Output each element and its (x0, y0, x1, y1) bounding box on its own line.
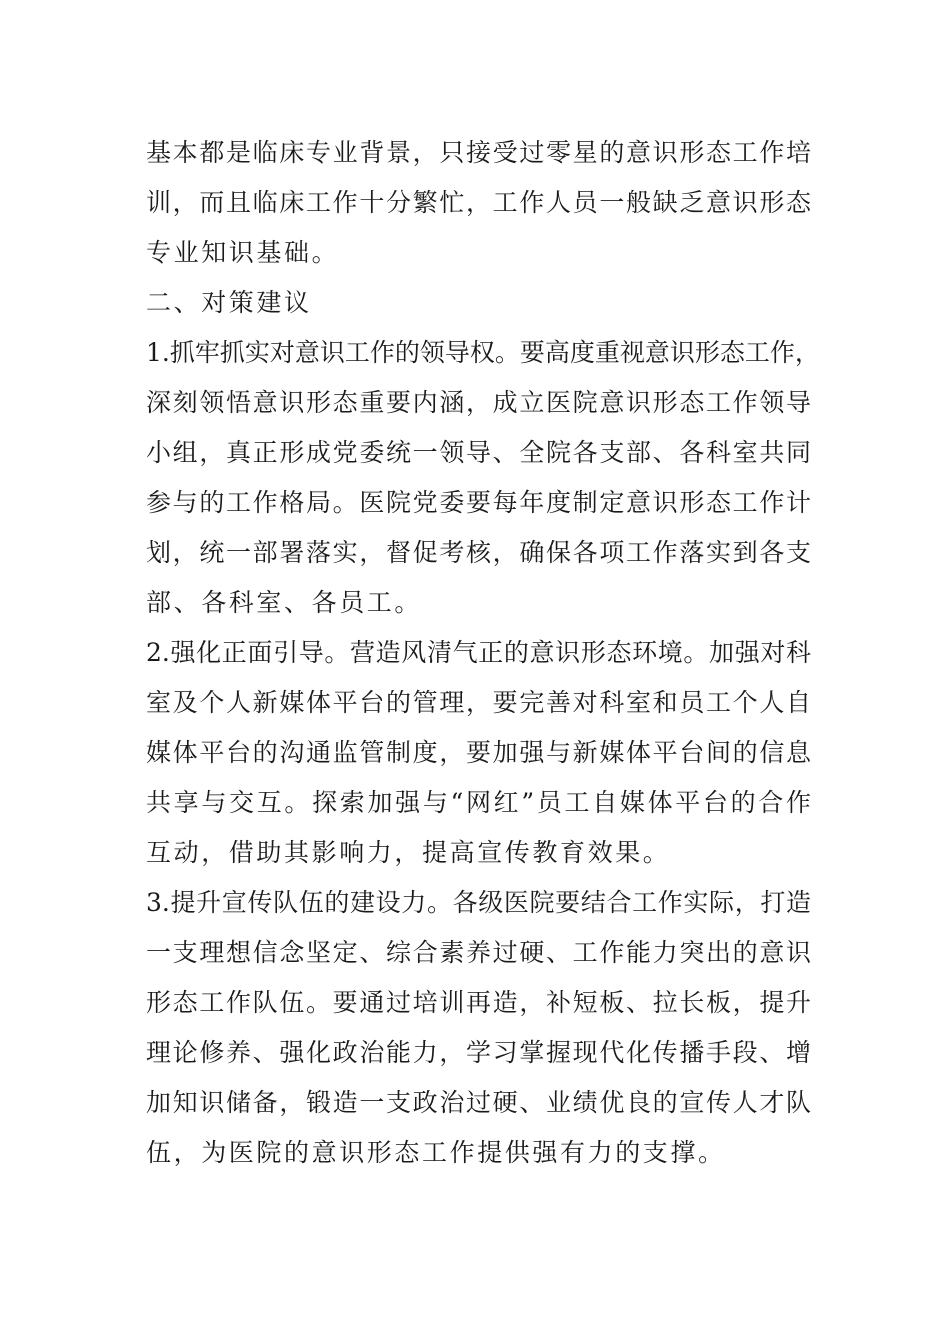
text-line-5: 1.抓牢抓实对意识工作的领导权。要高度重视意识形态工作， (146, 338, 820, 367)
text-line-8: 参与的工作格局。医院党委要每年度制定意识形态工作计 (146, 488, 811, 517)
text-line-6: 深刻领悟意识形态重要内涵，成立医院意识形态工作领导 (146, 388, 811, 417)
text-line-14: 共享与交互。探索加强与“网红”员工自媒体平台的合作 (146, 788, 811, 817)
text-line-11: 2.强化正面引导。营造风清气正的意识形态环境。加强对科 (146, 638, 811, 667)
text-line-10: 部、各科室、各员工。 (146, 588, 423, 617)
text-line-7: 小组，真正形成党委统一领导、全院各支部、各科室共同 (146, 438, 811, 467)
text-line-20: 加知识储备，锻造一支政治过硬、业绩优良的宣传人才队 (146, 1088, 811, 1117)
text-line-1: 基本都是临床专业背景，只接受过零星的意识形态工作培 (146, 138, 811, 167)
text-line-15: 互动，借助其影响力，提高宣传教育效果。 (146, 838, 671, 867)
text-line-2: 训，而且临床工作十分繁忙，工作人员一般缺乏意识形态 (146, 188, 811, 217)
section-heading: 二、对策建议 (146, 288, 312, 317)
text-line-9: 划，统一部署落实，督促考核，确保各项工作落实到各支 (146, 538, 811, 567)
text-line-17: 一支理想信念坚定、综合素养过硬、工作能力突出的意识 (146, 938, 811, 967)
text-line-18: 形态工作队伍。要通过培训再造，补短板、拉长板，提升 (146, 988, 811, 1017)
body-text (146, 128, 820, 1178)
text-line-19: 理论修养、强化政治能力，学习掌握现代化传播手段、增 (146, 1038, 811, 1067)
text-line-12: 室及个人新媒体平台的管理，要完善对科室和员工个人自 (146, 688, 811, 717)
text-line-13: 媒体平台的沟通监管制度，要加强与新媒体平台间的信息 (146, 738, 811, 767)
text-line-21: 伍，为医院的意识形态工作提供强有力的支撑。 (146, 1138, 726, 1167)
text-line-16: 3.提升宣传队伍的建设力。各级医院要结合工作实际，打造 (146, 888, 811, 917)
text-line-3: 专业知识基础。 (146, 238, 340, 267)
